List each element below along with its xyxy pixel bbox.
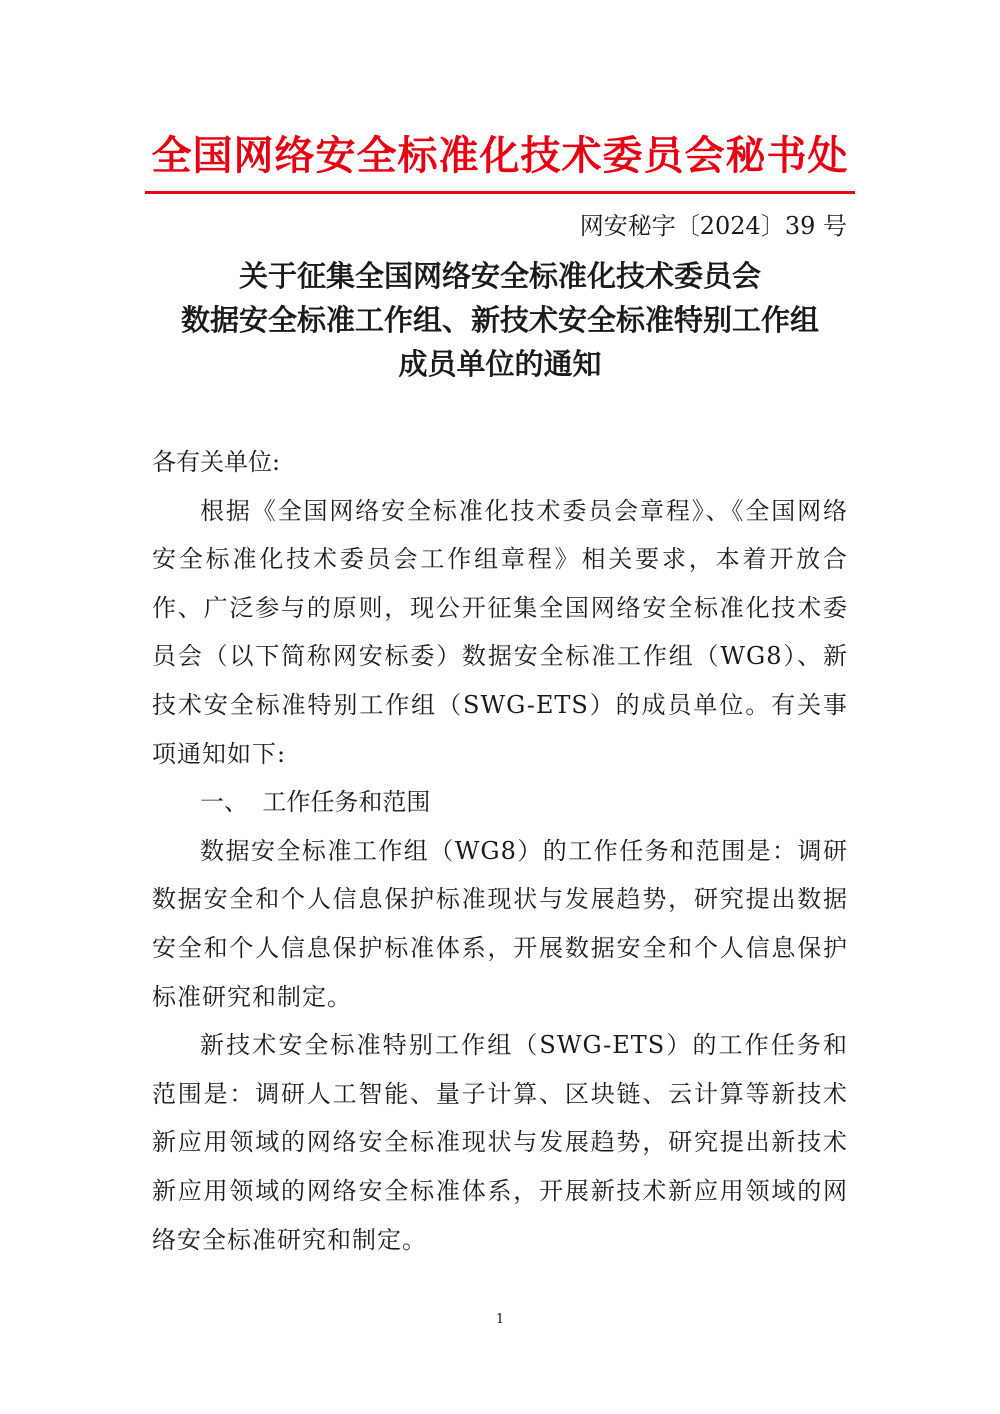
title-line-2: 数据安全标准工作组、新技术安全标准特别工作组	[180, 303, 819, 337]
red-divider-line	[145, 191, 855, 194]
swg-ets-scope-paragraph: 新技术安全标准特别工作组（SWG-ETS）的工作任务和范围是：调研人工智能、量子计算、区块链、云计算等新技术新应用领域的网络安全标准现状与发展趋势，研究提出新技术新应用领域的网络安全标准体系，开展新技术新应用领域的网络安全标准研究和制定。	[152, 1031, 848, 1254]
wg8-scope-paragraph: 数据安全标准工作组（WG8）的工作任务和范围是：调研数据安全和个人信息保护标准现状与发展趋势，研究提出数据安全和个人信息保护标准体系，开展数据安全和个人信息保护标准研究和制定。	[152, 836, 848, 1011]
notice-title	[100, 254, 900, 386]
title-line-1: 关于征集全国网络安全标准化技术委员会	[238, 259, 761, 293]
title-line-3: 成员单位的通知	[398, 347, 602, 381]
document-number: 网安秘字〔2024〕39 号	[579, 212, 847, 240]
intro-paragraph: 根据《全国网络安全标准化技术委员会章程》、《全国网络安全标准化技术委员会工作组章程》相关要求，本着开放合作、广泛参与的原则，现公开征集全国网络安全标准化技术委员会（以下简称网安标委）数据安全标准工作组（WG8）、新技术安全标准特别工作组（SWG-ETS）的成员单位。有关事项通知如下:	[152, 496, 848, 768]
page-number: 1	[495, 1312, 505, 1327]
section-heading-text: 工作任务和范围	[262, 788, 431, 817]
salutation: 各有关单位:	[152, 448, 281, 476]
section-heading-1	[152, 778, 848, 827]
section-number: 一、	[200, 788, 248, 817]
issuer-masthead: 全国网络安全标准化技术委员会秘书处	[151, 133, 849, 179]
notice-body	[152, 438, 848, 1264]
